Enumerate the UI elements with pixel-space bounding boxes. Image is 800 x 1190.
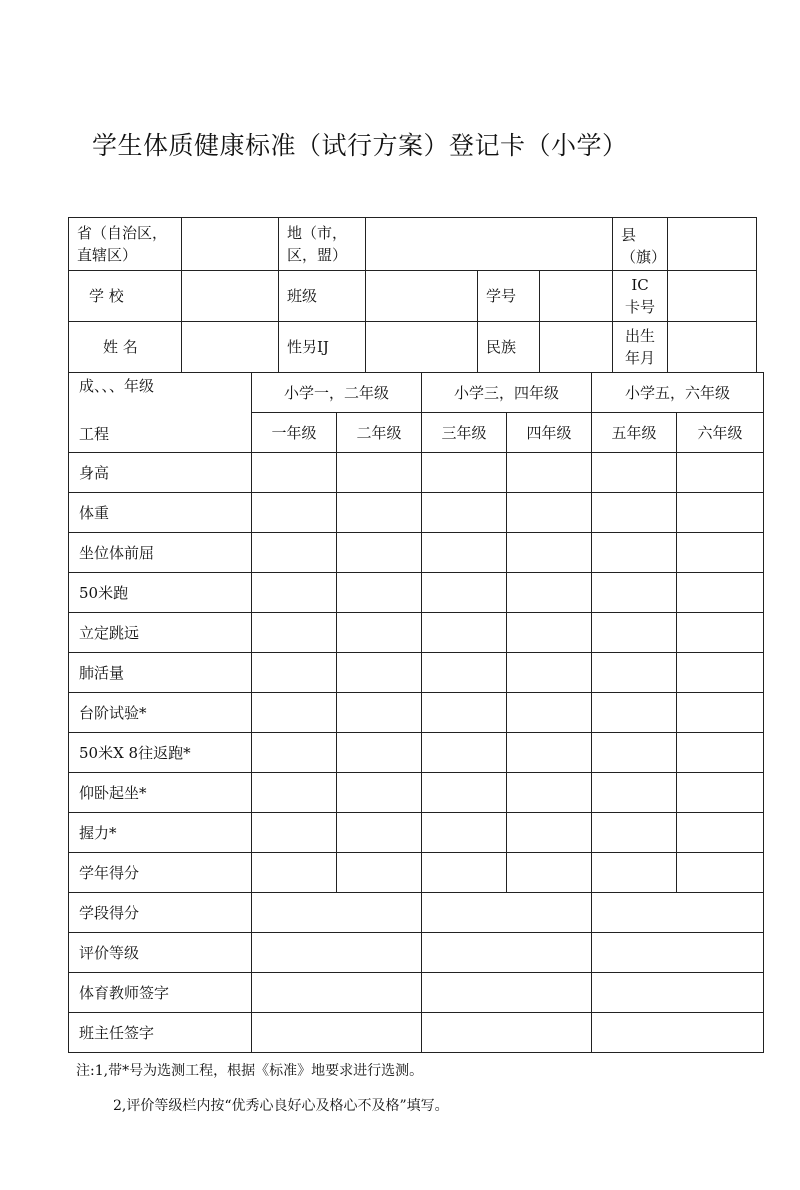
grade-score-cell[interactable] bbox=[252, 693, 337, 733]
grade-score-cell[interactable] bbox=[677, 493, 764, 533]
school-label: 学 校 bbox=[69, 271, 182, 322]
student-no-label: 学号 bbox=[478, 271, 540, 322]
grade-score-cell[interactable] bbox=[677, 813, 764, 853]
grade-header-2: 二年级 bbox=[337, 413, 422, 453]
grade-score-cell[interactable] bbox=[677, 693, 764, 733]
group-header-3-4: 小学三，四年级 bbox=[422, 373, 592, 413]
grade-score-cell[interactable] bbox=[422, 493, 507, 533]
item-label: 台阶试验* bbox=[69, 693, 252, 733]
ethnicity-label: 民族 bbox=[478, 322, 540, 373]
grade-score-cell[interactable] bbox=[337, 653, 422, 693]
stage-label: 班主任签字 bbox=[69, 1013, 252, 1053]
note-line-2: 2,评价等级栏内按“优秀心良好心及格心不及格”填写。 bbox=[113, 1098, 449, 1114]
stage-value-cell[interactable] bbox=[422, 933, 592, 973]
stage-label: 学段得分 bbox=[69, 893, 252, 933]
province-field[interactable] bbox=[182, 218, 279, 271]
stage-row bbox=[69, 1013, 764, 1053]
item-row bbox=[69, 733, 764, 773]
grade-score-cell[interactable] bbox=[677, 773, 764, 813]
item-row bbox=[69, 453, 764, 493]
grade-score-cell[interactable] bbox=[337, 733, 422, 773]
grade-score-cell[interactable] bbox=[507, 613, 592, 653]
grade-score-cell[interactable] bbox=[337, 693, 422, 733]
grade-score-cell[interactable] bbox=[677, 733, 764, 773]
item-label: 50米X 8往返跑* bbox=[69, 733, 252, 773]
corner-header-top: 成、、、年级 bbox=[79, 377, 155, 395]
corner-header-cell bbox=[69, 373, 252, 453]
class-field[interactable] bbox=[366, 271, 478, 322]
item-row bbox=[69, 613, 764, 653]
grade-score-cell[interactable] bbox=[252, 813, 337, 853]
item-label: 坐位体前屈 bbox=[69, 533, 252, 573]
grade-score-cell[interactable] bbox=[422, 653, 507, 693]
item-row bbox=[69, 853, 764, 893]
grade-header-1: 一年级 bbox=[252, 413, 337, 453]
grade-score-cell[interactable] bbox=[507, 493, 592, 533]
stage-label: 评价等级 bbox=[69, 933, 252, 973]
grade-score-cell[interactable] bbox=[677, 853, 764, 893]
fitness-grade-table bbox=[68, 372, 764, 1053]
grade-score-cell[interactable] bbox=[337, 533, 422, 573]
item-label: 握力* bbox=[69, 813, 252, 853]
birth-label-line2: 年月 bbox=[625, 349, 656, 367]
item-label: 身高 bbox=[69, 453, 252, 493]
grade-score-cell[interactable] bbox=[592, 453, 677, 493]
grade-score-cell[interactable] bbox=[337, 613, 422, 653]
grade-score-cell[interactable] bbox=[592, 733, 677, 773]
region-field[interactable] bbox=[366, 218, 613, 271]
county-label: 县（旗） bbox=[613, 218, 668, 271]
grade-score-cell[interactable] bbox=[592, 853, 677, 893]
grade-score-cell[interactable] bbox=[507, 773, 592, 813]
region-label bbox=[279, 218, 366, 271]
ic-card-label-line1: IC bbox=[631, 276, 649, 294]
stage-value-cell[interactable] bbox=[252, 973, 422, 1013]
region-label-line1: 地（市， bbox=[287, 224, 348, 242]
grade-score-cell[interactable] bbox=[252, 853, 337, 893]
grade-score-cell[interactable] bbox=[507, 693, 592, 733]
grade-score-cell[interactable] bbox=[422, 693, 507, 733]
stage-value-cell[interactable] bbox=[422, 1013, 592, 1053]
grade-header-6: 六年级 bbox=[677, 413, 764, 453]
item-label: 体重 bbox=[69, 493, 252, 533]
ic-card-label-line2: 卡号 bbox=[625, 298, 656, 316]
item-row bbox=[69, 573, 764, 613]
ic-card-field[interactable] bbox=[668, 271, 757, 322]
item-row bbox=[69, 493, 764, 533]
grade-score-cell[interactable] bbox=[252, 733, 337, 773]
stage-value-cell[interactable] bbox=[422, 893, 592, 933]
school-field[interactable] bbox=[182, 271, 279, 322]
grade-score-cell[interactable] bbox=[422, 733, 507, 773]
grade-score-cell[interactable] bbox=[507, 653, 592, 693]
grade-score-cell[interactable] bbox=[592, 653, 677, 693]
note-line-1: 注:1,带*号为选测工程，根据《标准》地要求进行选测。 bbox=[76, 1063, 424, 1079]
grade-score-cell[interactable] bbox=[422, 853, 507, 893]
stage-value-cell[interactable] bbox=[592, 973, 764, 1013]
stage-value-cell[interactable] bbox=[592, 933, 764, 973]
grade-score-cell[interactable] bbox=[422, 533, 507, 573]
grade-score-cell[interactable] bbox=[422, 613, 507, 653]
grade-score-cell[interactable] bbox=[337, 573, 422, 613]
stage-row bbox=[69, 933, 764, 973]
grade-score-cell[interactable] bbox=[252, 493, 337, 533]
stage-row bbox=[69, 973, 764, 1013]
gender-label: 性另IJ bbox=[279, 322, 366, 373]
province-label-line1: 省（自治区， bbox=[77, 224, 168, 242]
grade-score-cell[interactable] bbox=[422, 813, 507, 853]
item-row bbox=[69, 533, 764, 573]
grade-score-cell[interactable] bbox=[507, 573, 592, 613]
province-label-line2: 直辖区） bbox=[77, 246, 138, 264]
grade-score-cell[interactable] bbox=[252, 453, 337, 493]
stage-label: 体育教师签字 bbox=[69, 973, 252, 1013]
stage-value-cell[interactable] bbox=[592, 893, 764, 933]
grade-score-cell[interactable] bbox=[592, 813, 677, 853]
grade-score-cell[interactable] bbox=[592, 693, 677, 733]
grade-header-4: 四年级 bbox=[507, 413, 592, 453]
ic-card-label bbox=[613, 271, 668, 322]
grade-score-cell[interactable] bbox=[422, 453, 507, 493]
corner-header-bottom: 工程 bbox=[79, 425, 110, 443]
grade-score-cell[interactable] bbox=[337, 493, 422, 533]
page-title: 学生体质健康标准（试行方案）登记卡（小学） bbox=[92, 131, 628, 160]
grade-score-cell[interactable] bbox=[422, 773, 507, 813]
item-row bbox=[69, 773, 764, 813]
region-label-line2: 区，盟） bbox=[287, 246, 348, 264]
grade-score-cell[interactable] bbox=[507, 853, 592, 893]
grade-score-cell[interactable] bbox=[337, 773, 422, 813]
grade-score-cell[interactable] bbox=[507, 733, 592, 773]
item-label: 学年得分 bbox=[69, 853, 252, 893]
grade-score-cell[interactable] bbox=[592, 613, 677, 653]
stage-row bbox=[69, 893, 764, 933]
gender-field[interactable] bbox=[366, 322, 478, 373]
stage-value-cell[interactable] bbox=[422, 973, 592, 1013]
grade-score-cell[interactable] bbox=[677, 573, 764, 613]
grade-score-cell[interactable] bbox=[252, 533, 337, 573]
class-label: 班级 bbox=[279, 271, 366, 322]
stage-value-cell[interactable] bbox=[592, 1013, 764, 1053]
grade-score-cell[interactable] bbox=[507, 453, 592, 493]
grade-score-cell[interactable] bbox=[677, 653, 764, 693]
grade-score-cell[interactable] bbox=[677, 613, 764, 653]
birth-field[interactable] bbox=[668, 322, 757, 373]
name-label: 姓 名 bbox=[69, 322, 182, 373]
name-field[interactable] bbox=[182, 322, 279, 373]
grade-score-cell[interactable] bbox=[337, 853, 422, 893]
grade-score-cell[interactable] bbox=[252, 573, 337, 613]
birth-label bbox=[613, 322, 668, 373]
grade-score-cell[interactable] bbox=[677, 533, 764, 573]
grade-score-cell[interactable] bbox=[592, 573, 677, 613]
grade-header-3: 三年级 bbox=[422, 413, 507, 453]
grade-score-cell[interactable] bbox=[592, 533, 677, 573]
grade-score-cell[interactable] bbox=[337, 453, 422, 493]
grade-header-5: 五年级 bbox=[592, 413, 677, 453]
item-label: 仰卧起坐* bbox=[69, 773, 252, 813]
info-table bbox=[68, 217, 757, 373]
grade-score-cell[interactable] bbox=[252, 613, 337, 653]
province-label bbox=[69, 218, 182, 271]
stage-value-cell[interactable] bbox=[252, 893, 422, 933]
ethnicity-field[interactable] bbox=[540, 322, 613, 373]
grade-score-cell[interactable] bbox=[252, 653, 337, 693]
stage-value-cell[interactable] bbox=[252, 1013, 422, 1053]
group-header-5-6: 小学五，六年级 bbox=[592, 373, 764, 413]
grade-score-cell[interactable] bbox=[592, 493, 677, 533]
grade-score-cell[interactable] bbox=[677, 453, 764, 493]
grade-score-cell[interactable] bbox=[422, 573, 507, 613]
item-row bbox=[69, 653, 764, 693]
grade-score-cell[interactable] bbox=[507, 813, 592, 853]
birth-label-line1: 出生 bbox=[625, 327, 656, 345]
grade-score-cell[interactable] bbox=[507, 533, 592, 573]
county-field[interactable] bbox=[668, 218, 757, 271]
item-label: 肺活量 bbox=[69, 653, 252, 693]
grade-score-cell[interactable] bbox=[252, 773, 337, 813]
item-row bbox=[69, 693, 764, 733]
item-label: 立定跳远 bbox=[69, 613, 252, 653]
item-row bbox=[69, 813, 764, 853]
student-no-field[interactable] bbox=[540, 271, 613, 322]
group-header-1-2: 小学一，二年级 bbox=[252, 373, 422, 413]
grade-score-cell[interactable] bbox=[592, 773, 677, 813]
grade-score-cell[interactable] bbox=[337, 813, 422, 853]
stage-value-cell[interactable] bbox=[252, 933, 422, 973]
item-label: 50米跑 bbox=[69, 573, 252, 613]
